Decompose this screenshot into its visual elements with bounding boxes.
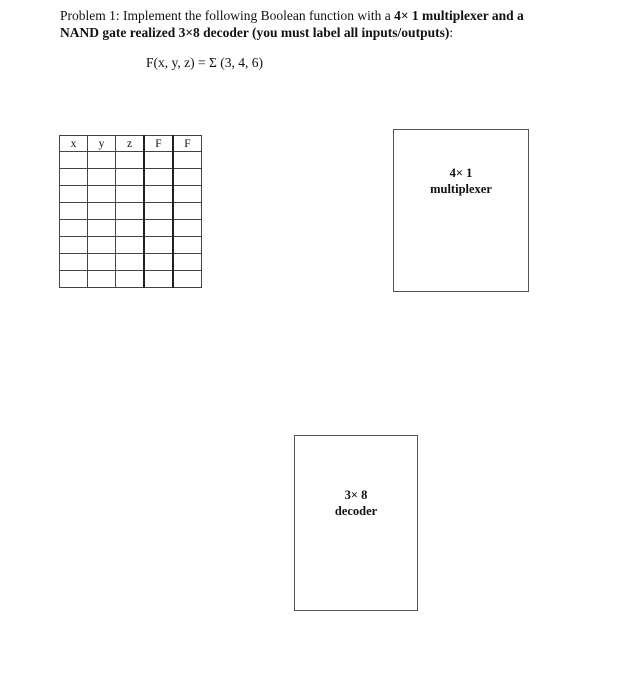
table-cell [88,203,116,220]
table-cell [60,237,88,254]
header-x: x [60,136,88,152]
table-cell [116,203,145,220]
table-cell [173,186,202,203]
table-row [60,186,202,203]
header-f-mux: F [173,136,202,152]
header-y: y [88,136,116,152]
table-cell [88,237,116,254]
table-cell [173,254,202,271]
table-cell [88,271,116,288]
problem-prefix: Problem 1: Implement the following Boolean function with a [60,8,395,23]
table-cell [116,186,145,203]
table-cell [60,220,88,237]
table-row [60,271,202,288]
table-cell [144,237,173,254]
multiplexer-box [393,129,529,292]
boolean-function: F(x, y, z) = Σ (3, 4, 6) [146,55,263,70]
problem-mux-spec: 4× 1 multiplexer and a [394,8,524,23]
problem-colon: : [449,25,454,40]
table-cell [173,237,202,254]
table-cell [116,220,145,237]
table-cell [144,271,173,288]
table-cell [60,203,88,220]
table-row [60,220,202,237]
table-cell [173,271,202,288]
table-cell [60,169,88,186]
table-cell [173,169,202,186]
truth-table [59,135,202,288]
table-row [60,237,202,254]
table-cell [173,220,202,237]
decoder-box [294,435,418,611]
problem-decoder-spec: NAND gate realized 3×8 decoder (you must label all inputs/outputs) [60,25,450,40]
table-cell [173,152,202,169]
table-cell [116,169,145,186]
table-cell [88,254,116,271]
table-cell [88,220,116,237]
table-cell [88,169,116,186]
multiplexer-label [394,165,528,197]
table-row [60,152,202,169]
table-row [60,203,202,220]
header-z: z [116,136,145,152]
multiplexer-name: multiplexer [430,182,492,196]
header-f: F [144,136,173,152]
table-cell [144,169,173,186]
decoder-label [295,487,417,519]
problem-line-1 [60,7,620,24]
table-cell [116,237,145,254]
multiplexer-size: 4× 1 [449,166,473,180]
table-cell [116,152,145,169]
truth-table-body [60,152,202,288]
table-cell [88,152,116,169]
table-cell [60,186,88,203]
table-cell [116,254,145,271]
table-cell [144,203,173,220]
table-row [60,254,202,271]
table-cell [173,203,202,220]
decoder-name: decoder [334,504,378,518]
table-cell [88,186,116,203]
table-cell [60,271,88,288]
table-cell [144,186,173,203]
table-cell [60,254,88,271]
table-cell [144,254,173,271]
problem-line-2 [60,24,620,41]
decoder-size: 3× 8 [344,488,368,502]
table-cell [60,152,88,169]
table-cell [116,271,145,288]
table-cell [144,152,173,169]
table-cell [144,220,173,237]
table-row [60,169,202,186]
truth-table-header-row [60,136,202,152]
problem-statement [60,7,620,41]
